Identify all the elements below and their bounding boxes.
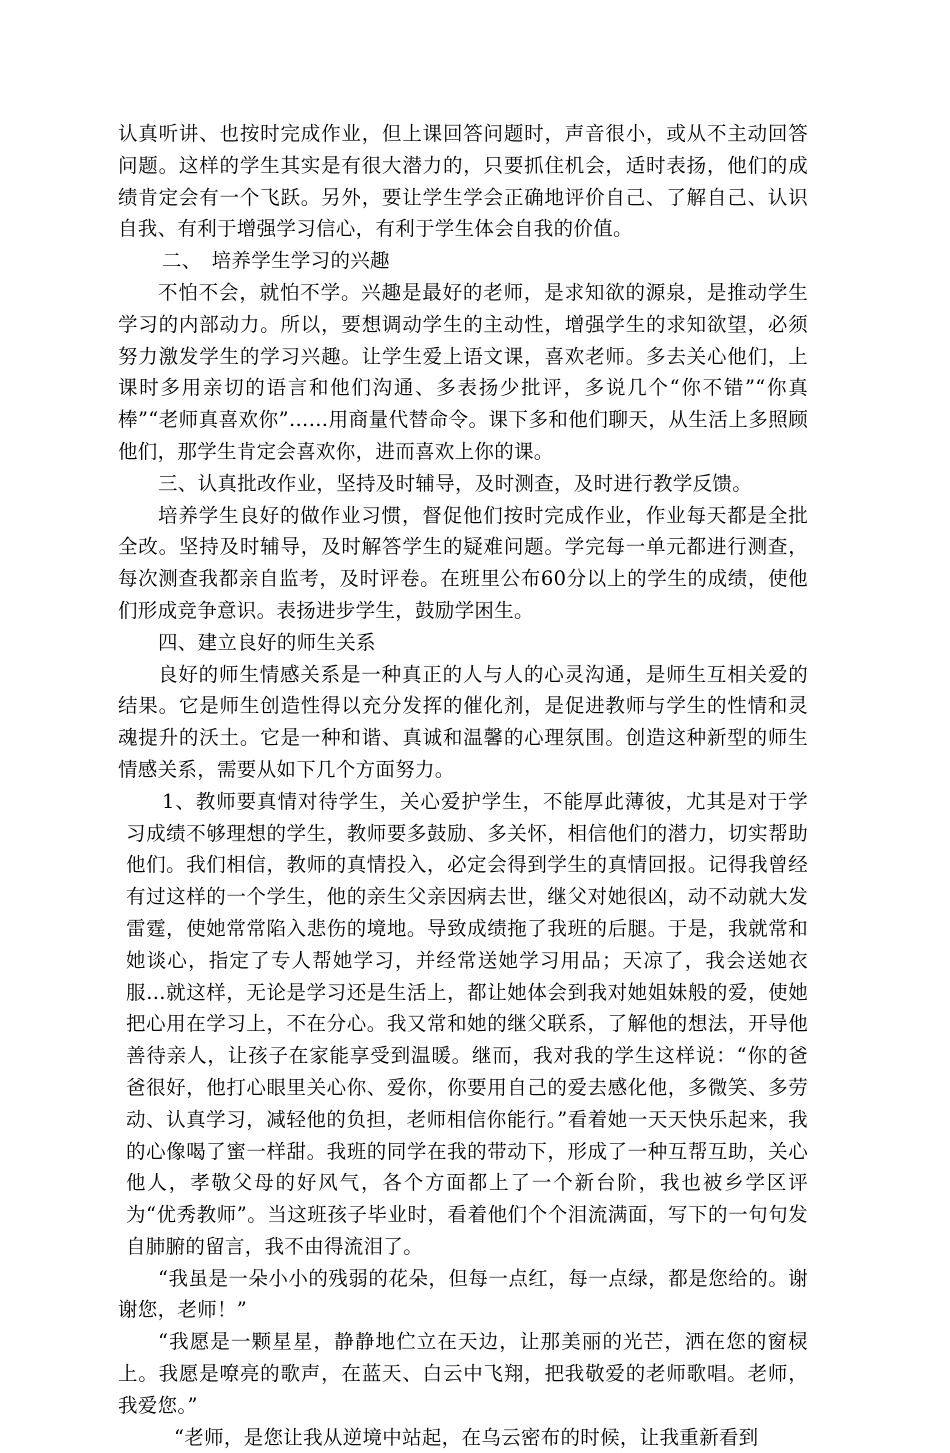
section-heading-3: 三、认真批改作业，坚持及时辅导，及时测查，及时进行教学反馈。 (158, 471, 753, 495)
section-heading-2: 二、 培养学生学习的兴趣 (162, 249, 390, 273)
paragraph-interest: 不怕不会，就怕不学。兴趣是最好的老师，是求知欲的源泉，是推动学生学习的内部动力。所以，要想调动学生的主动性，增强学生的求知欲望，必须努力激发学生的学习兴趣。让学生爱上语文课，喜欢老师。多去关心他们，上课时多用亲切的语言和他们沟通、多表扬少批评，多说几个“你不错”“你真棒”“老师真喜欢你”……用商量代替命令。课下多和他们聊天，从生活上多照顾他们，那学生肯定会喜欢你，进而喜欢上你的课。 (118, 280, 808, 463)
quote-1: “我虽是一朵小小的残弱的花朵，但每一点红，每一点绿，都是您给的。谢谢您，老师！” (118, 1266, 808, 1322)
paragraph-relationship: 良好的师生情感关系是一种真正的人与人的心灵沟通，是师生互相关爱的结果。它是师生创造性得以充分发挥的催化剂，是促进教师与学生的性情和灵魂提升的沃土。它是一种和谐、真诚和温馨的心理氛围。创造这种新型的师生情感关系，需要从如下几个方面努力。 (118, 662, 808, 781)
section-heading-4: 四、建立良好的师生关系 (158, 630, 376, 654)
quote-3: “老师，是您让我从逆境中站起，在乌云密布的时候，让我重新看到 (174, 1425, 759, 1449)
document-body (118, 118, 808, 1453)
quote-2: “我愿是一颗星星，静静地伫立在天边，让那美丽的光芒，洒在您的窗棂上。我愿是嘹亮的歌声，在蓝天、白云中飞翔，把我敬爱的老师歌唱。老师，我爱您。” (118, 1330, 808, 1417)
paragraph-item-1: 1、教师要真情对待学生，关心爱护学生，不能厚此薄彼，尤其是对于学习成绩不够理想的学生，教师要多鼓励、多关怀，相信他们的潜力，切实帮助他们。我们相信，教师的真情投入，必定会得到学生的真情回报。记得我曾经有过这样的一个学生，他的亲生父亲因病去世，继父对她很凶，动不动就大发雷霆，使她常常陷入悲伤的境地。导致成绩拖了我班的后腿。于是，我就常和她谈心，指定了专人帮她学习，并经常送她学习用品；天凉了，我会送她衣服…就这样，无论是学习还是生活上，都让她体会到我对她姐妹般的爱，使她把心用在学习上，不在分心。我又常和她的继父联系，了解他的想法，开导他善待亲人，让孩子在家能享受到温暖。继而，我对我的学生这样说：“你的爸爸很好，他打心眼里关心你、爱你，你要用自己的爱去感化他，多微笑、多劳动、认真学习，减轻他的负担，老师相信你能行。”看着她一天天快乐起来，我的心像喝了蜜一样甜。我班的同学在我的带动下，形成了一种互帮互助，关心他人，孝敬父母的好风气，各个方面都上了一个新台阶，我也被乡学区评为“优秀教师”。当这班孩子毕业时，看着他们个个泪流满面，写下的一句句发自肺腑的留言，我不由得流泪了。 (126, 789, 808, 1258)
paragraph-intro-continuation: 认真听讲、也按时完成作业，但上课回答问题时，声音很小，或从不主动回答问题。这样的学生其实是有很大潜力的，只要抓住机会，适时表扬，他们的成绩肯定会有一个飞跃。另外，要让学生学会正确地评价自己、了解自己、认识自我、有利于增强学习信心，有利于学生体会自我的价值。 (118, 122, 808, 241)
paragraph-homework: 培养学生良好的做作业习惯，督促他们按时完成作业，作业每天都是全批全改。坚持及时辅导，及时解答学生的疑难问题。学完每一单元都进行测查，每次测查我都亲自监考，及时评卷。在班里公布60分以上的学生的成绩，使他们形成竞争意识。表扬进步学生，鼓励学困生。 (118, 503, 808, 622)
